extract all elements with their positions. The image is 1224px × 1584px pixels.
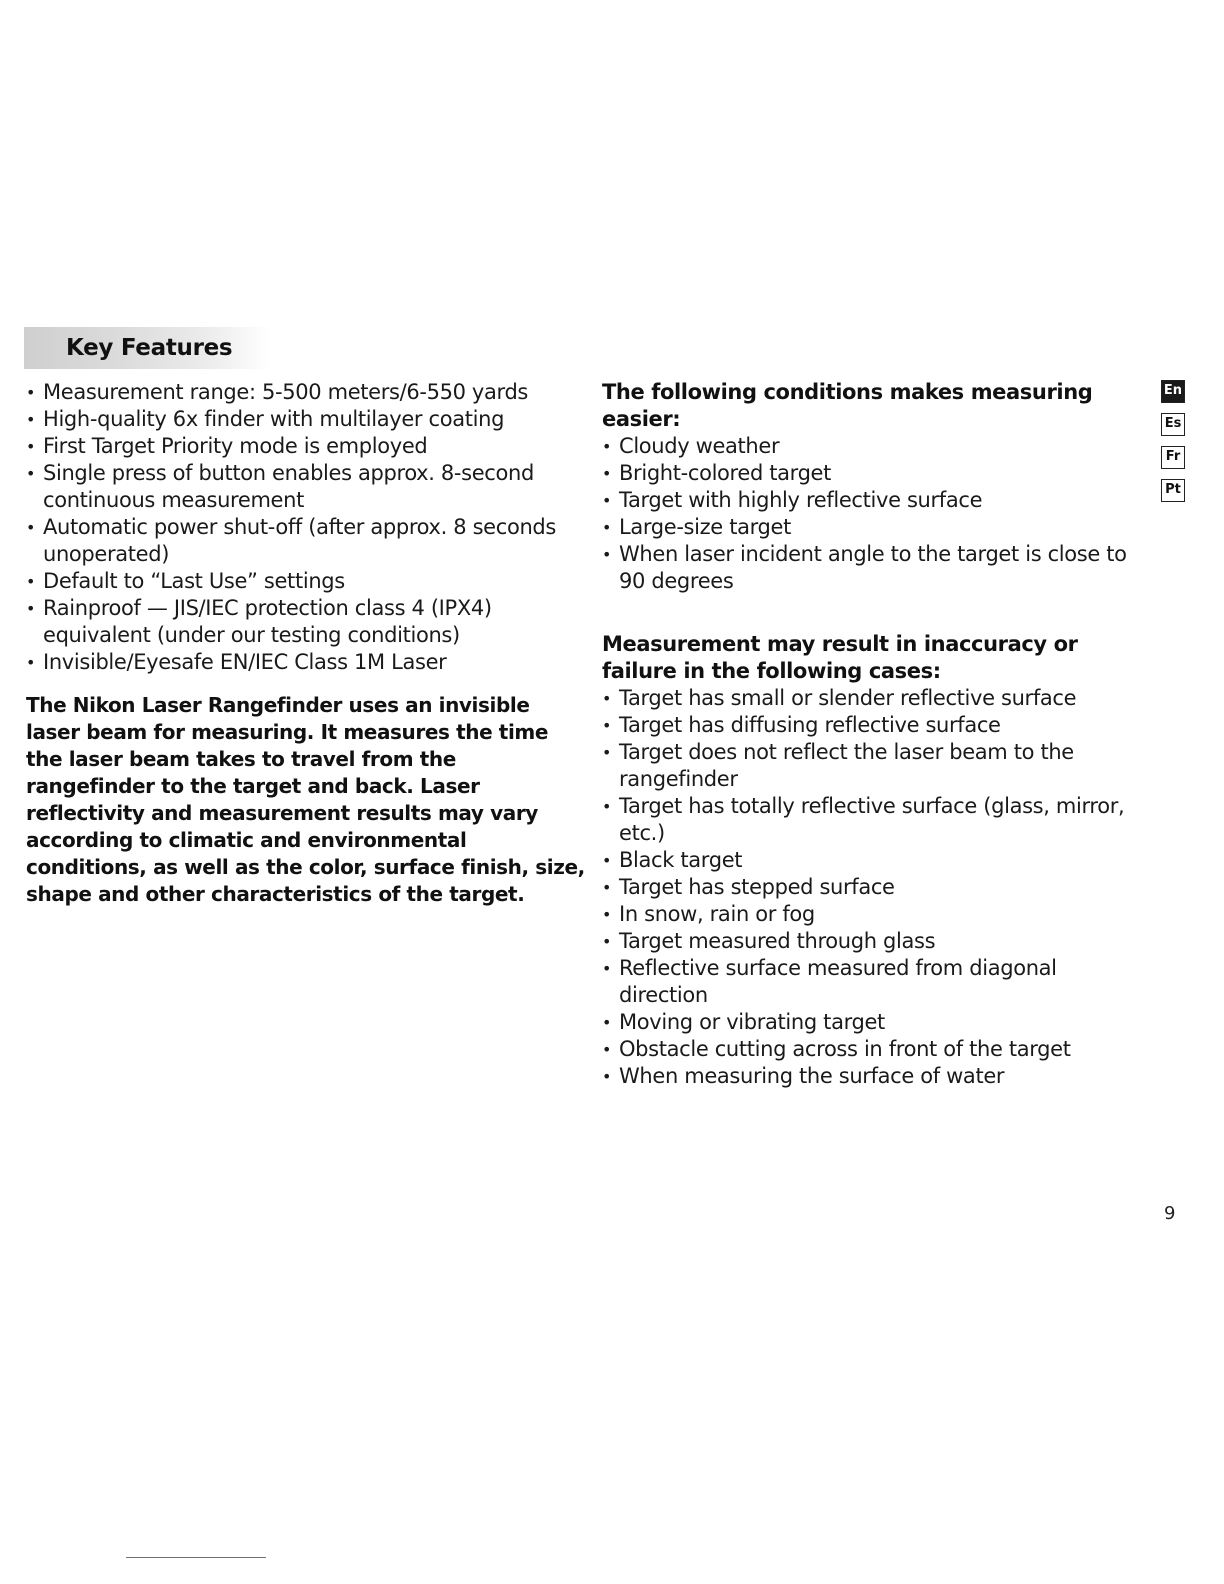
list-item: • Default to “Last Use” settings [26,568,586,595]
list-item: • Measurement range: 5-500 meters/6-550 yards [26,379,586,406]
list-item: • Moving or vibrating target [602,1009,1147,1036]
list-item: • Large-size target [602,514,1147,541]
list-item: • Black target [602,847,1147,874]
list-item: • Obstacle cutting across in front of the target [602,1036,1147,1063]
list-item: • When measuring the surface of water [602,1063,1147,1090]
list-item: • Target does not reflect the laser beam to the rangefinder [602,739,1147,793]
language-tabs [1161,380,1187,512]
list-item: • First Target Priority mode is employed [26,433,586,460]
page-number: 9 [1164,1203,1176,1224]
easier-conditions-heading: The following conditions makes measuring easier: [602,380,1093,431]
list-item: • Cloudy weather [602,433,1147,460]
section-spacer [602,595,1147,631]
left-column [26,379,586,908]
language-tab-fr[interactable]: Fr [1161,446,1185,469]
list-item: • When laser incident angle to the target is close to 90 degrees [602,541,1147,595]
inaccuracy-cases-heading: Measurement may result in inaccuracy or failure in the following cases: [602,632,1078,683]
list-item: • Target with highly reflective surface [602,487,1147,514]
right-column [602,379,1147,1090]
list-item: • Target has totally reflective surface (glass, mirror, etc.) [602,793,1147,847]
list-item: • Reflective surface measured from diagonal direction [602,955,1147,1009]
list-item: • Invisible/Eyesafe EN/IEC Class 1M Laser [26,649,586,676]
easier-conditions-list [602,433,1147,595]
description-paragraph: The Nikon Laser Rangefinder uses an invisible laser beam for measuring. It measures the time the laser beam takes to travel from the rangefinder to the target and back. Laser reflectivity and measurement results may vary according to climatic and environmental conditions, as well as the color, surface finish, size, shape and other characteristics of the target. [26,693,585,906]
list-item: • Bright-colored target [602,460,1147,487]
key-features-heading: Key Features [66,335,233,361]
inaccuracy-cases-list [602,685,1147,1090]
list-item: • High-quality 6x finder with multilayer coating [26,406,586,433]
list-item: • Target has diffusing reflective surface [602,712,1147,739]
list-item: • Target measured through glass [602,928,1147,955]
bottom-divider [126,1557,266,1558]
language-tab-pt[interactable]: Pt [1161,479,1185,502]
key-features-list [26,379,586,676]
language-tab-es[interactable]: Es [1161,413,1185,436]
language-tab-en[interactable]: En [1161,380,1185,403]
list-item: • Automatic power shut-off (after approx. 8 seconds unoperated) [26,514,586,568]
list-item: • In snow, rain or fog [602,901,1147,928]
list-item: • Rainproof — JIS/IEC protection class 4 (IPX4) equivalent (under our testing conditions) [26,595,586,649]
key-features-heading-box [24,327,270,369]
list-item: • Target has stepped surface [602,874,1147,901]
list-item: • Single press of button enables approx. 8-second continuous measurement [26,460,586,514]
list-item: • Target has small or slender reflective surface [602,685,1147,712]
